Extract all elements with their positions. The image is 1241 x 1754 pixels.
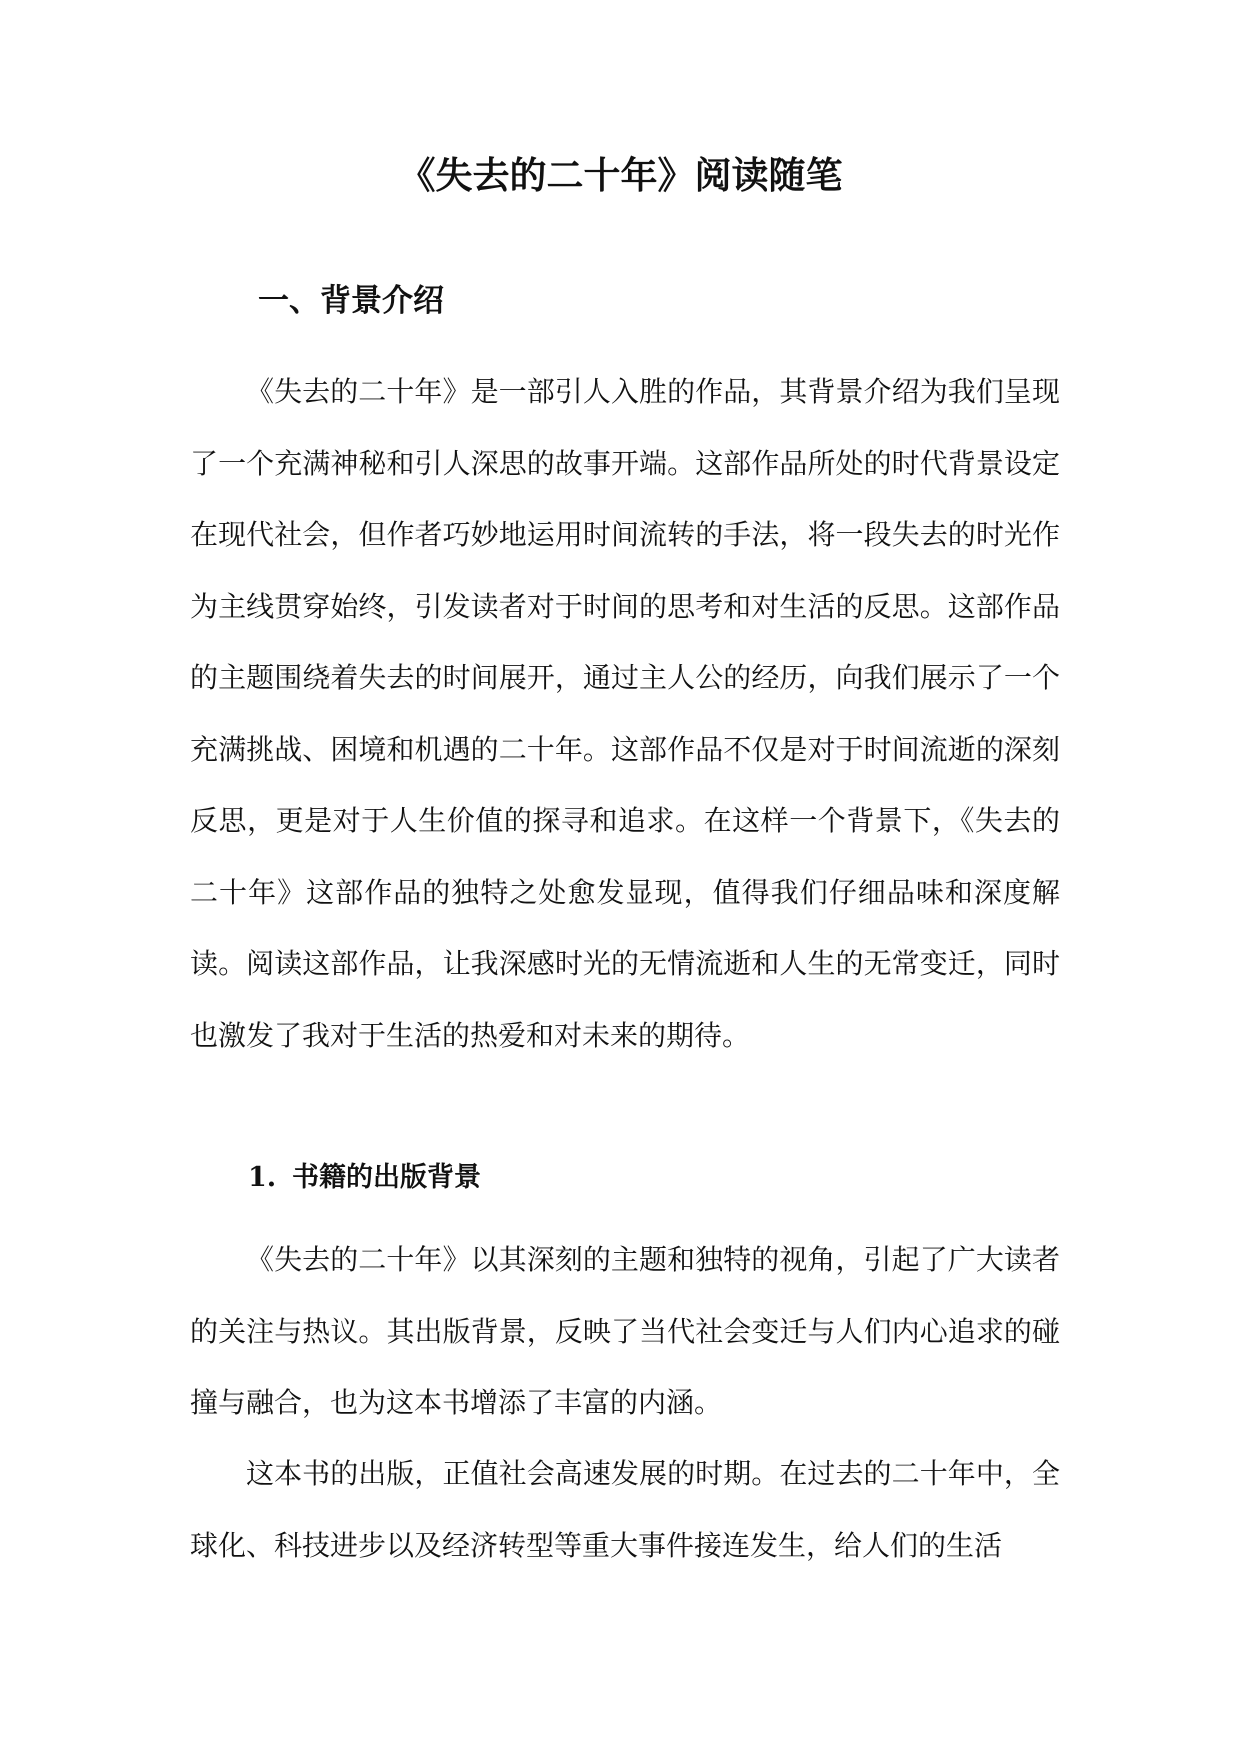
section-background-paragraph: 《失去的二十年》是一部引人入胜的作品，其背景介绍为我们呈现了一个充满神秘和引人深思的故事开端。这部作品所处的时代背景设定在现代社会，但作者巧妙地运用时间流转的手法，将一段失去的时光作为主线贯穿始终，引发读者对于时间的思考和对生活的反思。这部作品的主题围绕着失去的时间展开，通过主人公的经历，向我们展示了一个充满挑战、困境和机遇的二十年。这部作品不仅是对于时间流逝的深刻反思，更是对于人生价值的探寻和追求。在这样一个背景下，《失去的二十年》这部作品的独特之处愈发显现，值得我们仔细品味和深度解读。阅读这部作品，让我深感时光的无情流逝和人生的无常变迁，同时也激发了我对于生活的热爱和对未来的期待。: [190, 375, 1060, 1052]
subsection-heading-text: 书籍的出版背景: [292, 1162, 481, 1193]
document-title: 《失去的二十年》阅读随笔: [398, 153, 843, 197]
publication-paragraph-2: 这本书的出版，正值社会高速发展的时期。在过去的二十年中，全球化、科技进步以及经济转型等重大事件接连发生，给人们的生活: [190, 1457, 1060, 1562]
subsection-number: 1.: [248, 1162, 277, 1193]
publication-paragraph-1: 《失去的二十年》以其深刻的主题和独特的视角，引起了广大读者的关注与热议。其出版背景，反映了当代社会变迁与人们内心追求的碰撞与融合，也为这本书增添了丰富的内涵。: [190, 1243, 1060, 1419]
subsection-heading-publication: [248, 1158, 481, 1198]
section-heading-background: 一、背景介绍: [258, 283, 444, 319]
